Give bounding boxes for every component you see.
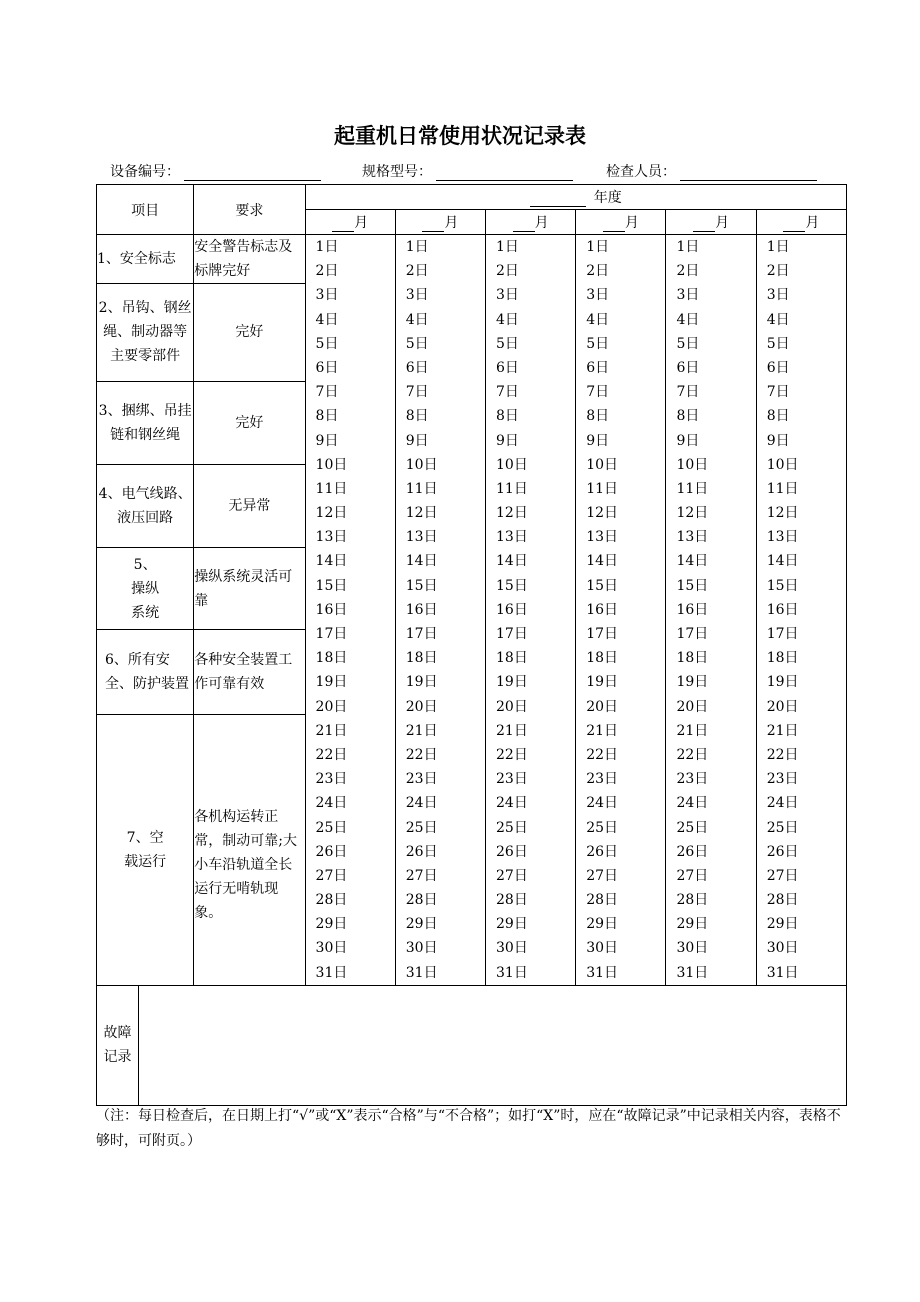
day-cell[interactable]: 13日 [676,529,709,546]
day-cell[interactable]: 31日 [766,964,799,981]
day-cell[interactable]: 23日 [496,771,528,788]
month-header-4 [576,210,666,235]
day-cell[interactable]: 14日 [586,553,619,570]
day-cell[interactable]: 4日 [586,311,610,328]
day-cell[interactable]: 9日 [496,432,519,449]
day-cell[interactable]: 16日 [676,601,709,618]
day-cell[interactable]: 14日 [766,553,799,570]
day-cell[interactable]: 22日 [315,746,348,763]
day-cell[interactable]: 3日 [496,287,519,304]
req-control-system: 操纵系统灵活可靠 [194,548,305,630]
req-safety-sign: 安全警告标志及标牌完好 [194,235,305,284]
day-cell[interactable]: 18日 [496,650,528,667]
day-cell[interactable]: 10日 [766,456,799,473]
day-cell[interactable]: 23日 [766,771,799,788]
day-cell[interactable]: 19日 [766,674,799,691]
day-cell[interactable]: 3日 [586,287,610,304]
month-blank[interactable] [603,217,625,232]
day-cell[interactable]: 8日 [405,408,429,425]
day-cell[interactable]: 5日 [766,335,790,352]
day-cell[interactable]: 1日 [405,239,429,255]
day-cell[interactable]: 28日 [586,892,619,909]
day-cell[interactable]: 8日 [766,408,790,425]
day-cell[interactable]: 7日 [405,384,429,401]
day-cell[interactable]: 12日 [766,505,799,522]
device-no-blank[interactable] [184,164,321,181]
month-blank[interactable] [693,217,715,232]
day-cell[interactable]: 28日 [676,892,709,909]
day-cell[interactable]: 5日 [676,335,700,352]
month-column-6 [756,235,846,986]
day-cell[interactable]: 14日 [405,553,438,570]
month-blank[interactable] [422,217,444,232]
day-cell[interactable]: 18日 [676,650,709,667]
day-cell[interactable]: 9日 [405,432,429,449]
day-cell[interactable]: 9日 [766,432,790,449]
day-cell[interactable]: 20日 [405,698,438,715]
day-cell[interactable]: 1日 [586,239,610,255]
month-header-3 [486,210,576,235]
day-cell[interactable]: 6日 [496,359,519,376]
month-label: 月 [444,215,459,231]
day-cell[interactable]: 6日 [766,359,790,376]
day-cell[interactable]: 25日 [315,819,348,836]
day-cell[interactable]: 10日 [405,456,438,473]
day-cell[interactable]: 20日 [586,698,619,715]
header-year [305,185,846,210]
day-cell[interactable]: 9日 [586,432,610,449]
device-no-field [110,161,321,181]
day-cell[interactable]: 19日 [586,674,619,691]
day-cell[interactable]: 26日 [496,843,528,860]
device-no-label: 设备编号： [110,164,180,180]
month-blank[interactable] [513,217,535,232]
day-cell[interactable]: 26日 [766,843,799,860]
day-cell[interactable]: 8日 [496,408,519,425]
day-cell[interactable]: 23日 [586,771,619,788]
day-cell[interactable]: 22日 [676,746,709,763]
day-cell[interactable]: 15日 [676,577,709,594]
day-cell[interactable]: 20日 [315,698,348,715]
day-cell[interactable]: 31日 [586,964,619,981]
day-cell[interactable]: 14日 [676,553,709,570]
day-cell[interactable]: 19日 [405,674,438,691]
day-cell[interactable]: 13日 [766,529,799,546]
day-cell[interactable]: 21日 [496,722,528,739]
day-cell[interactable]: 16日 [315,601,348,618]
day-cell[interactable]: 11日 [496,480,528,497]
day-cell[interactable]: 28日 [766,892,799,909]
day-cell[interactable]: 15日 [315,577,348,594]
day-cell[interactable]: 28日 [315,892,348,909]
day-cell[interactable]: 13日 [496,529,528,546]
month-header-6 [756,210,846,235]
inspector-blank[interactable] [680,164,817,181]
day-cell[interactable]: 28日 [405,892,438,909]
day-cell[interactable]: 5日 [496,335,519,352]
month-blank[interactable] [783,217,805,232]
day-cell[interactable]: 26日 [315,843,348,860]
day-cell[interactable]: 27日 [405,867,438,884]
day-cell[interactable]: 8日 [676,408,700,425]
day-cell[interactable]: 22日 [586,746,619,763]
day-cell[interactable]: 15日 [586,577,619,594]
day-cell[interactable]: 27日 [315,867,348,884]
day-cell[interactable]: 16日 [405,601,438,618]
day-cell[interactable]: 27日 [586,867,619,884]
day-cell[interactable]: 14日 [496,553,528,570]
day-cell[interactable]: 20日 [766,698,799,715]
day-cell[interactable]: 18日 [405,650,438,667]
day-cell[interactable]: 21日 [586,722,619,739]
item-hook-rope-brake: 2、吊钩、钢丝绳、制动器等主要零部件 [97,284,194,381]
day-cell[interactable]: 31日 [405,964,438,981]
month-label: 月 [534,215,549,231]
month-column-1 [305,235,395,986]
day-cell[interactable]: 24日 [676,795,709,812]
req-hook-rope-brake: 完好 [194,284,305,381]
day-cell[interactable]: 27日 [676,867,709,884]
day-cell[interactable]: 11日 [766,480,799,497]
day-cell[interactable]: 30日 [766,940,799,957]
day-cell[interactable]: 31日 [676,964,709,981]
day-cell[interactable]: 5日 [586,335,610,352]
day-cell[interactable]: 24日 [496,795,528,812]
month-label: 月 [624,215,639,231]
footnote: （注：每日检查后，在日期上打“√”或“X”表示“合格”与“不合格”；如打“X”时，应在“故障记录”中记录相关内容，表格不够时，可附页。） [96,1108,841,1149]
day-cell[interactable]: 11日 [315,480,348,497]
day-cell[interactable]: 2日 [586,263,610,280]
day-cell[interactable]: 7日 [766,384,790,401]
day-cell[interactable]: 9日 [676,432,700,449]
day-cell[interactable]: 14日 [315,553,348,570]
day-cell[interactable]: 6日 [586,359,610,376]
day-cell[interactable]: 10日 [496,456,528,473]
day-cell[interactable]: 19日 [496,674,528,691]
day-cell[interactable]: 15日 [405,577,438,594]
day-cell[interactable]: 30日 [405,940,438,957]
day-cell[interactable]: 24日 [766,795,799,812]
day-cell[interactable]: 12日 [315,505,348,522]
day-cell[interactable]: 1日 [766,239,790,255]
day-cell[interactable]: 16日 [766,601,799,618]
day-cell[interactable]: 18日 [586,650,619,667]
day-cell[interactable]: 4日 [766,311,790,328]
day-cell[interactable]: 22日 [405,746,438,763]
month-header-5 [666,210,756,235]
day-cell[interactable]: 25日 [676,819,709,836]
day-cell[interactable]: 21日 [676,722,709,739]
model-blank[interactable] [436,164,573,181]
day-cell[interactable]: 9日 [315,432,339,449]
day-cell[interactable]: 27日 [496,867,528,884]
day-cell[interactable]: 3日 [405,287,429,304]
day-cell[interactable]: 29日 [496,916,528,933]
fault-record-area[interactable] [139,985,847,1105]
day-cell[interactable]: 3日 [766,287,790,304]
day-cell[interactable]: 26日 [676,843,709,860]
day-cell[interactable]: 22日 [766,746,799,763]
day-cell[interactable]: 19日 [676,674,709,691]
day-cell[interactable]: 21日 [405,722,438,739]
day-cell[interactable]: 7日 [586,384,610,401]
day-cell[interactable]: 29日 [315,916,348,933]
day-cell[interactable]: 20日 [496,698,528,715]
day-cell[interactable]: 17日 [676,626,709,642]
day-cell[interactable]: 17日 [405,626,438,642]
day-cell[interactable]: 4日 [405,311,429,328]
day-cell[interactable]: 26日 [405,843,438,860]
day-cell[interactable]: 12日 [586,505,619,522]
day-cell[interactable]: 23日 [676,771,709,788]
day-cell[interactable]: 27日 [766,867,799,884]
req-electrical-hydraulic: 无异常 [194,464,305,547]
day-cell[interactable]: 7日 [496,384,519,401]
day-cell[interactable]: 3日 [676,287,700,304]
day-cell[interactable]: 1日 [315,239,339,255]
day-cell[interactable]: 23日 [405,771,438,788]
item-binding-chain: 3、捆绑、吊挂链和钢丝绳 [97,381,194,464]
day-cell[interactable]: 8日 [315,408,339,425]
day-cell[interactable]: 2日 [496,263,519,280]
fault-record-label: 故障记录 [103,1025,132,1066]
inspector-label: 检查人员： [606,164,676,180]
day-cell[interactable]: 29日 [405,916,438,933]
day-cell[interactable]: 10日 [676,456,709,473]
day-cell[interactable]: 2日 [315,263,339,280]
day-cell[interactable]: 10日 [586,456,619,473]
day-cell[interactable]: 28日 [496,892,528,909]
day-cell[interactable]: 25日 [405,819,438,836]
day-cell[interactable]: 30日 [586,940,619,957]
day-cell[interactable]: 12日 [496,505,528,522]
day-cell[interactable]: 2日 [766,263,790,280]
day-cell[interactable]: 4日 [496,311,519,328]
day-cell[interactable]: 31日 [496,964,528,981]
month-column-5 [666,235,756,986]
day-cell[interactable]: 4日 [676,311,700,328]
day-cell[interactable]: 23日 [315,771,348,788]
day-cell[interactable]: 7日 [676,384,700,401]
model-field [362,161,573,181]
day-cell[interactable]: 5日 [315,335,339,352]
day-cell[interactable]: 13日 [586,529,619,546]
day-cell[interactable]: 29日 [676,916,709,933]
month-label: 月 [805,215,820,231]
day-cell[interactable]: 11日 [586,480,619,497]
day-cell[interactable]: 17日 [586,626,619,642]
day-cell[interactable]: 7日 [315,384,339,401]
day-cell[interactable]: 8日 [586,408,610,425]
day-cell[interactable]: 16日 [586,601,619,618]
month-label: 月 [354,215,369,231]
day-cell[interactable]: 29日 [586,916,619,933]
month-blank[interactable] [332,217,354,232]
day-cell[interactable]: 22日 [496,746,528,763]
item-safety-sign: 1、安全标志 [97,235,194,284]
day-cell[interactable]: 30日 [496,940,528,957]
month-column-4 [576,235,666,986]
year-label: 年度 [593,190,622,206]
day-cell[interactable]: 24日 [586,795,619,812]
day-cell[interactable]: 26日 [586,843,619,860]
month-header-1 [305,210,395,235]
day-cell[interactable]: 30日 [676,940,709,957]
item-electrical-hydraulic: 4、电气线路、液压回路 [97,464,194,547]
month-header-2 [395,210,485,235]
record-table [96,184,847,1106]
day-cell[interactable]: 13日 [315,529,348,546]
day-cell[interactable]: 17日 [766,626,799,642]
day-cell[interactable]: 15日 [766,577,799,594]
day-cell[interactable]: 25日 [586,819,619,836]
day-cell[interactable]: 17日 [496,626,528,642]
day-cell[interactable]: 13日 [405,529,438,546]
day-cell[interactable]: 16日 [496,601,528,618]
day-cell[interactable]: 15日 [496,577,528,594]
day-cell[interactable]: 24日 [405,795,438,812]
day-cell[interactable]: 10日 [315,456,348,473]
day-cell[interactable]: 18日 [315,650,348,667]
inspector-field [606,161,817,181]
req-no-load-run: 各机构运转正常，制动可靠;大小车沿轨道全长运行无啃轨现象。 [194,714,305,985]
day-cell[interactable]: 12日 [676,505,709,522]
header-requirement: 要求 [194,185,305,235]
day-cell[interactable]: 11日 [405,480,438,497]
fault-record-label-cell [97,985,139,1105]
year-blank[interactable] [530,192,586,207]
day-cell[interactable]: 24日 [315,795,348,812]
day-cell[interactable]: 21日 [766,722,799,739]
month-label: 月 [715,215,730,231]
model-label: 规格型号： [362,164,432,180]
day-cell[interactable]: 29日 [766,916,799,933]
day-cell[interactable]: 1日 [496,239,519,255]
month-column-2 [395,235,485,986]
day-cell[interactable]: 25日 [496,819,528,836]
day-cell[interactable]: 20日 [676,698,709,715]
day-cell[interactable]: 12日 [405,505,438,522]
item-control-system: 5、操纵系统 [97,548,194,630]
req-binding-chain: 完好 [194,381,305,464]
header-item: 项目 [97,185,194,235]
day-cell[interactable]: 4日 [315,311,339,328]
day-cell[interactable]: 6日 [676,359,700,376]
day-cell[interactable]: 11日 [676,480,709,497]
day-cell[interactable]: 18日 [766,650,799,667]
item-safety-devices: 6、所有安全、防护装置 [97,630,194,714]
day-cell[interactable]: 3日 [315,287,339,304]
day-cell[interactable]: 2日 [405,263,429,280]
page-title: 起重机日常使用状况记录表 [334,124,586,148]
day-cell[interactable]: 17日 [315,626,348,642]
req-safety-devices: 各种安全装置工作可靠有效 [194,630,305,714]
day-cell[interactable]: 30日 [315,940,348,957]
day-cell[interactable]: 21日 [315,722,348,739]
day-cell[interactable]: 1日 [676,239,700,255]
day-cell[interactable]: 6日 [405,359,429,376]
month-column-3 [486,235,576,986]
day-cell[interactable]: 31日 [315,964,348,981]
day-cell[interactable]: 25日 [766,819,799,836]
item-no-load-run: 7、空载运行 [97,714,194,985]
day-cell[interactable]: 2日 [676,263,700,280]
day-cell[interactable]: 19日 [315,674,348,691]
day-cell[interactable]: 5日 [405,335,429,352]
day-cell[interactable]: 6日 [315,359,339,376]
